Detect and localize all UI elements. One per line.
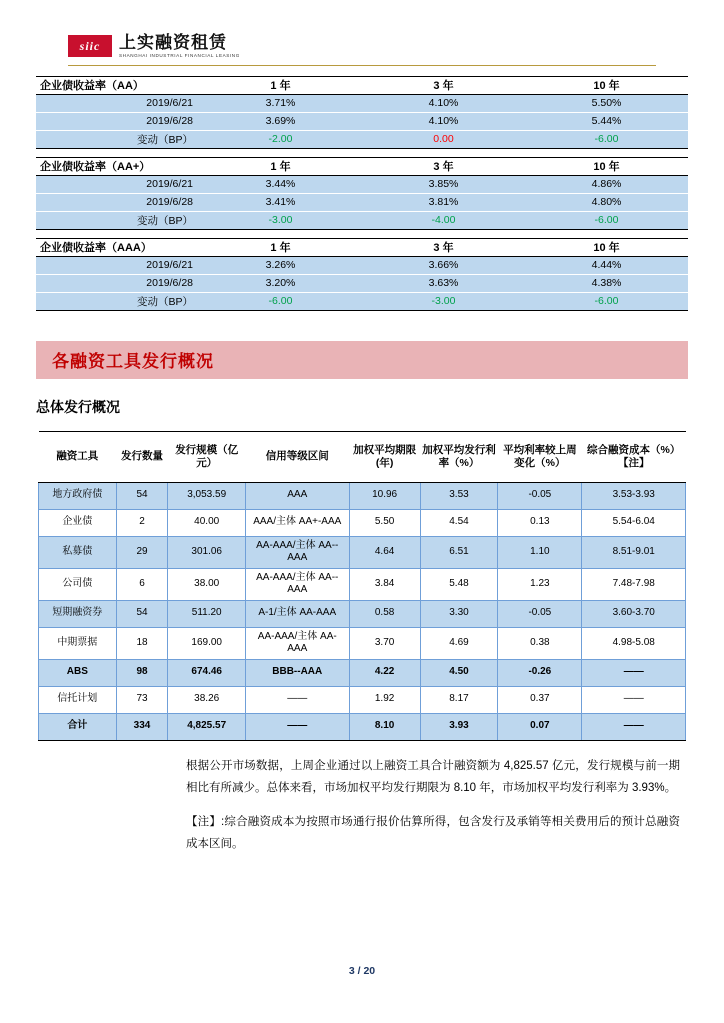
column-header-change: 平均利率较上周变化（%） bbox=[498, 431, 582, 482]
cell-term: 8.10 bbox=[349, 713, 420, 740]
cell-term: 4.22 bbox=[349, 659, 420, 686]
cell-cost: 3.60-3.70 bbox=[582, 600, 686, 627]
cell-rating: BBB--AAA bbox=[246, 659, 350, 686]
yield-table-title: 企业债收益率（AAA） bbox=[36, 238, 199, 256]
cell-rating: —— bbox=[246, 713, 350, 740]
cell-cost: —— bbox=[582, 686, 686, 713]
table-row bbox=[39, 568, 686, 600]
yield-table-aa bbox=[36, 76, 688, 149]
column-header: 10 年 bbox=[525, 157, 688, 175]
issuance-table bbox=[38, 431, 686, 741]
table-row bbox=[39, 482, 686, 509]
column-header: 10 年 bbox=[525, 76, 688, 94]
cell-change: -0.05 bbox=[498, 600, 582, 627]
row-label: 变动（BP） bbox=[36, 130, 199, 148]
cell-rate: 5.48 bbox=[420, 568, 498, 600]
cell-count: 2 bbox=[116, 509, 168, 536]
cell-rating: AA-AAA/主体 AA-AAA bbox=[246, 627, 350, 659]
column-header-tool: 融资工具 bbox=[39, 431, 117, 482]
cell-value: 3.63% bbox=[362, 274, 525, 292]
paragraph-summary: 根据公开市场数据，上周企业通过以上融资工具合计融资额为 4,825.57 亿元，发行规模与前一期相比有所减少。总体来看，市场加权平均发行期限为 8.10 年，市场加权平均发行利率为 3.93%。 bbox=[186, 759, 680, 795]
cell-value-change: -6.00 bbox=[525, 292, 688, 310]
column-header-rating: 信用等级区间 bbox=[246, 431, 350, 482]
cell-value: 4.10% bbox=[362, 112, 525, 130]
table-header-row bbox=[39, 431, 686, 482]
document-header bbox=[36, 0, 688, 59]
cell-tool: 中期票据 bbox=[39, 627, 117, 659]
company-name-cn: 上实融资租赁 bbox=[119, 33, 227, 52]
cell-value: 4.38% bbox=[525, 274, 688, 292]
cell-value: 3.44% bbox=[199, 175, 362, 193]
table-row-change bbox=[36, 211, 688, 229]
yield-table-aa-plus bbox=[36, 157, 688, 230]
cell-change: 0.13 bbox=[498, 509, 582, 536]
cell-term: 3.84 bbox=[349, 568, 420, 600]
cell-scale: 674.46 bbox=[168, 659, 246, 686]
cell-count: 29 bbox=[116, 536, 168, 568]
yield-table-title: 企业债收益率（AA） bbox=[36, 76, 199, 94]
cell-scale: 511.20 bbox=[168, 600, 246, 627]
cell-value-change: 0.00 bbox=[362, 130, 525, 148]
cell-rate: 4.69 bbox=[420, 627, 498, 659]
cell-count: 98 bbox=[116, 659, 168, 686]
cell-value: 4.44% bbox=[525, 256, 688, 274]
cell-change: -0.26 bbox=[498, 659, 582, 686]
cell-tool: 合计 bbox=[39, 713, 117, 740]
cell-rate: 3.93 bbox=[420, 713, 498, 740]
cell-rate: 8.17 bbox=[420, 686, 498, 713]
row-label: 2019/6/21 bbox=[36, 94, 199, 112]
table-row bbox=[39, 536, 686, 568]
table-row bbox=[39, 659, 686, 686]
cell-cost: 4.98-5.08 bbox=[582, 627, 686, 659]
cell-term: 3.70 bbox=[349, 627, 420, 659]
row-label: 变动（BP） bbox=[36, 292, 199, 310]
row-label: 2019/6/21 bbox=[36, 256, 199, 274]
cell-rate: 3.53 bbox=[420, 482, 498, 509]
cell-count: 6 bbox=[116, 568, 168, 600]
cell-tool: 地方政府债 bbox=[39, 482, 117, 509]
cell-rate: 4.54 bbox=[420, 509, 498, 536]
cell-change: 1.10 bbox=[498, 536, 582, 568]
cell-change: 1.23 bbox=[498, 568, 582, 600]
cell-term: 0.58 bbox=[349, 600, 420, 627]
column-header-rate: 加权平均发行利率（%） bbox=[420, 431, 498, 482]
issuance-table-wrap bbox=[36, 431, 688, 741]
company-logo-text bbox=[119, 34, 240, 59]
table-header-row bbox=[36, 76, 688, 94]
page-number: 3 / 20 bbox=[348, 965, 376, 977]
cell-tool: 信托计划 bbox=[39, 686, 117, 713]
cell-value: 4.10% bbox=[362, 94, 525, 112]
cell-change: 0.38 bbox=[498, 627, 582, 659]
cell-scale: 38.00 bbox=[168, 568, 246, 600]
table-row bbox=[36, 256, 688, 274]
column-header-count: 发行数量 bbox=[116, 431, 168, 482]
table-row bbox=[36, 175, 688, 193]
column-header: 3 年 bbox=[362, 157, 525, 175]
yield-table-title: 企业债收益率（AA+） bbox=[36, 157, 199, 175]
table-header-row bbox=[36, 238, 688, 256]
cell-value: 5.44% bbox=[525, 112, 688, 130]
cell-value: 3.66% bbox=[362, 256, 525, 274]
cell-scale: 301.06 bbox=[168, 536, 246, 568]
column-header-scale: 发行规模（亿元） bbox=[168, 431, 246, 482]
cell-term: 4.64 bbox=[349, 536, 420, 568]
cell-change: 0.37 bbox=[498, 686, 582, 713]
cell-value: 3.71% bbox=[199, 94, 362, 112]
column-header: 3 年 bbox=[362, 238, 525, 256]
table-row bbox=[39, 509, 686, 536]
cell-rating: —— bbox=[246, 686, 350, 713]
cell-cost: 5.54-6.04 bbox=[582, 509, 686, 536]
table-header-row bbox=[36, 157, 688, 175]
cell-cost: —— bbox=[582, 713, 686, 740]
row-label: 2019/6/28 bbox=[36, 112, 199, 130]
column-header: 3 年 bbox=[362, 76, 525, 94]
cell-value-change: -4.00 bbox=[362, 211, 525, 229]
cell-tool: 私募债 bbox=[39, 536, 117, 568]
cell-value-change: -3.00 bbox=[362, 292, 525, 310]
cell-rate: 4.50 bbox=[420, 659, 498, 686]
cell-count: 334 bbox=[116, 713, 168, 740]
cell-value: 4.80% bbox=[525, 193, 688, 211]
table-row-change bbox=[36, 292, 688, 310]
row-label: 变动（BP） bbox=[36, 211, 199, 229]
table-row bbox=[39, 600, 686, 627]
column-header: 1 年 bbox=[199, 76, 362, 94]
cell-term: 10.96 bbox=[349, 482, 420, 509]
summary-text-block bbox=[36, 755, 688, 856]
cell-scale: 40.00 bbox=[168, 509, 246, 536]
cell-scale: 4,825.57 bbox=[168, 713, 246, 740]
cell-tool: ABS bbox=[39, 659, 117, 686]
header-divider bbox=[68, 65, 656, 66]
cell-cost: 3.53-3.93 bbox=[582, 482, 686, 509]
paragraph-note: 【注】:综合融资成本为按照市场通行报价估算所得，包含发行及承销等相关费用后的预计总融资成本区间。 bbox=[186, 816, 680, 851]
cell-cost: 7.48-7.98 bbox=[582, 568, 686, 600]
cell-rating: AA-AAA/主体 AA--AAA bbox=[246, 568, 350, 600]
company-logo-mark: siic bbox=[68, 35, 112, 57]
table-row bbox=[39, 686, 686, 713]
cell-value: 3.81% bbox=[362, 193, 525, 211]
yield-table bbox=[36, 157, 688, 230]
column-header: 10 年 bbox=[525, 238, 688, 256]
cell-rating: AAA bbox=[246, 482, 350, 509]
table-row bbox=[36, 193, 688, 211]
cell-rating: AA-AAA/主体 AA--AAA bbox=[246, 536, 350, 568]
table-row-total bbox=[39, 713, 686, 740]
cell-rate: 3.30 bbox=[420, 600, 498, 627]
cell-change: 0.07 bbox=[498, 713, 582, 740]
cell-value-change: -6.00 bbox=[199, 292, 362, 310]
column-header: 1 年 bbox=[199, 238, 362, 256]
cell-value: 5.50% bbox=[525, 94, 688, 112]
yield-table bbox=[36, 238, 688, 311]
table-row bbox=[36, 112, 688, 130]
subsection-title: 总体发行概况 bbox=[36, 398, 120, 415]
cell-count: 54 bbox=[116, 600, 168, 627]
company-name-en: SHANGHAI INDUSTRIAL FINANCIAL LEASING bbox=[119, 52, 240, 58]
cell-count: 18 bbox=[116, 627, 168, 659]
column-header-term: 加权平均期限(年) bbox=[349, 431, 420, 482]
cell-cost: —— bbox=[582, 659, 686, 686]
yield-table bbox=[36, 76, 688, 149]
section-banner bbox=[36, 341, 688, 379]
cell-value-change: -6.00 bbox=[525, 130, 688, 148]
cell-tool: 企业债 bbox=[39, 509, 117, 536]
row-label: 2019/6/21 bbox=[36, 175, 199, 193]
cell-scale: 3,053.59 bbox=[168, 482, 246, 509]
cell-tool: 短期融资券 bbox=[39, 600, 117, 627]
cell-count: 73 bbox=[116, 686, 168, 713]
cell-count: 54 bbox=[116, 482, 168, 509]
table-row bbox=[36, 274, 688, 292]
cell-value: 3.41% bbox=[199, 193, 362, 211]
row-label: 2019/6/28 bbox=[36, 274, 199, 292]
cell-scale: 38.26 bbox=[168, 686, 246, 713]
cell-rate: 6.51 bbox=[420, 536, 498, 568]
cell-value-change: -2.00 bbox=[199, 130, 362, 148]
cell-value: 3.20% bbox=[199, 274, 362, 292]
cell-change: -0.05 bbox=[498, 482, 582, 509]
cell-term: 1.92 bbox=[349, 686, 420, 713]
cell-value: 4.86% bbox=[525, 175, 688, 193]
cell-value-change: -3.00 bbox=[199, 211, 362, 229]
section-title: 各融资工具发行概况 bbox=[52, 352, 214, 372]
column-header: 1 年 bbox=[199, 157, 362, 175]
row-label: 2019/6/28 bbox=[36, 193, 199, 211]
cell-value: 3.85% bbox=[362, 175, 525, 193]
cell-value-change: -6.00 bbox=[525, 211, 688, 229]
table-row bbox=[36, 94, 688, 112]
cell-rating: A-1/主体 AA-AAA bbox=[246, 600, 350, 627]
cell-value: 3.26% bbox=[199, 256, 362, 274]
cell-scale: 169.00 bbox=[168, 627, 246, 659]
table-row-change bbox=[36, 130, 688, 148]
cell-term: 5.50 bbox=[349, 509, 420, 536]
cell-tool: 公司债 bbox=[39, 568, 117, 600]
cell-cost: 8.51-9.01 bbox=[582, 536, 686, 568]
column-header-cost: 综合融资成本（%）【注】 bbox=[582, 431, 686, 482]
table-row bbox=[39, 627, 686, 659]
yield-table-aaa bbox=[36, 238, 688, 311]
cell-value: 3.69% bbox=[199, 112, 362, 130]
cell-rating: AAA/主体 AA+-AAA bbox=[246, 509, 350, 536]
